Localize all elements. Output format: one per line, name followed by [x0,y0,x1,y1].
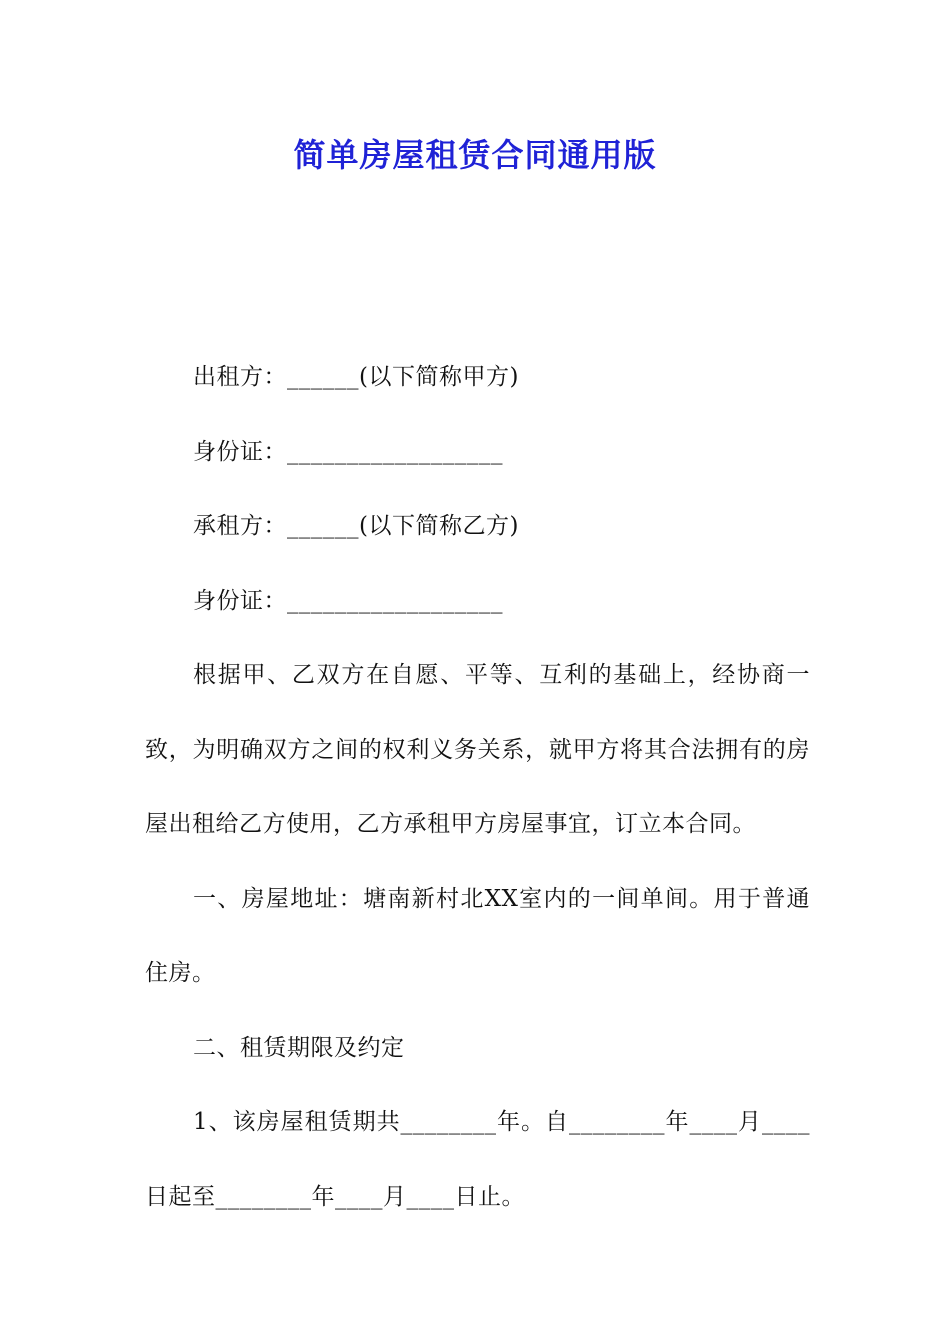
lessee-line: 承租方：______(以下简称乙方) [193,513,519,539]
clause-2-heading: 二、租赁期限及约定 [193,1034,405,1061]
document-body [145,340,810,1234]
clause-2-1-term: 1、该房屋租赁期共________年。自________年____月____日起至________年____月____日止。 [145,1109,810,1210]
lessor-id-line: 身份证：__________________ [193,438,503,465]
lessee-id-line: 身份证：__________________ [193,587,503,614]
lessor-line: 出租方：______(以下简称甲方) [193,364,519,390]
document-title: 简单房屋租赁合同通用版 [293,136,657,174]
preamble-paragraph: 根据甲、乙双方在自愿、平等、互利的基础上，经协商一致，为明确双方之间的权利义务关系，就甲方将其合法拥有的房屋出租给乙方使用，乙方承租甲方房屋事宜，订立本合同。 [145,662,810,837]
clause-1-address: 一、房屋地址：塘南新村北XX室内的一间单间。用于普通住房。 [145,885,810,986]
